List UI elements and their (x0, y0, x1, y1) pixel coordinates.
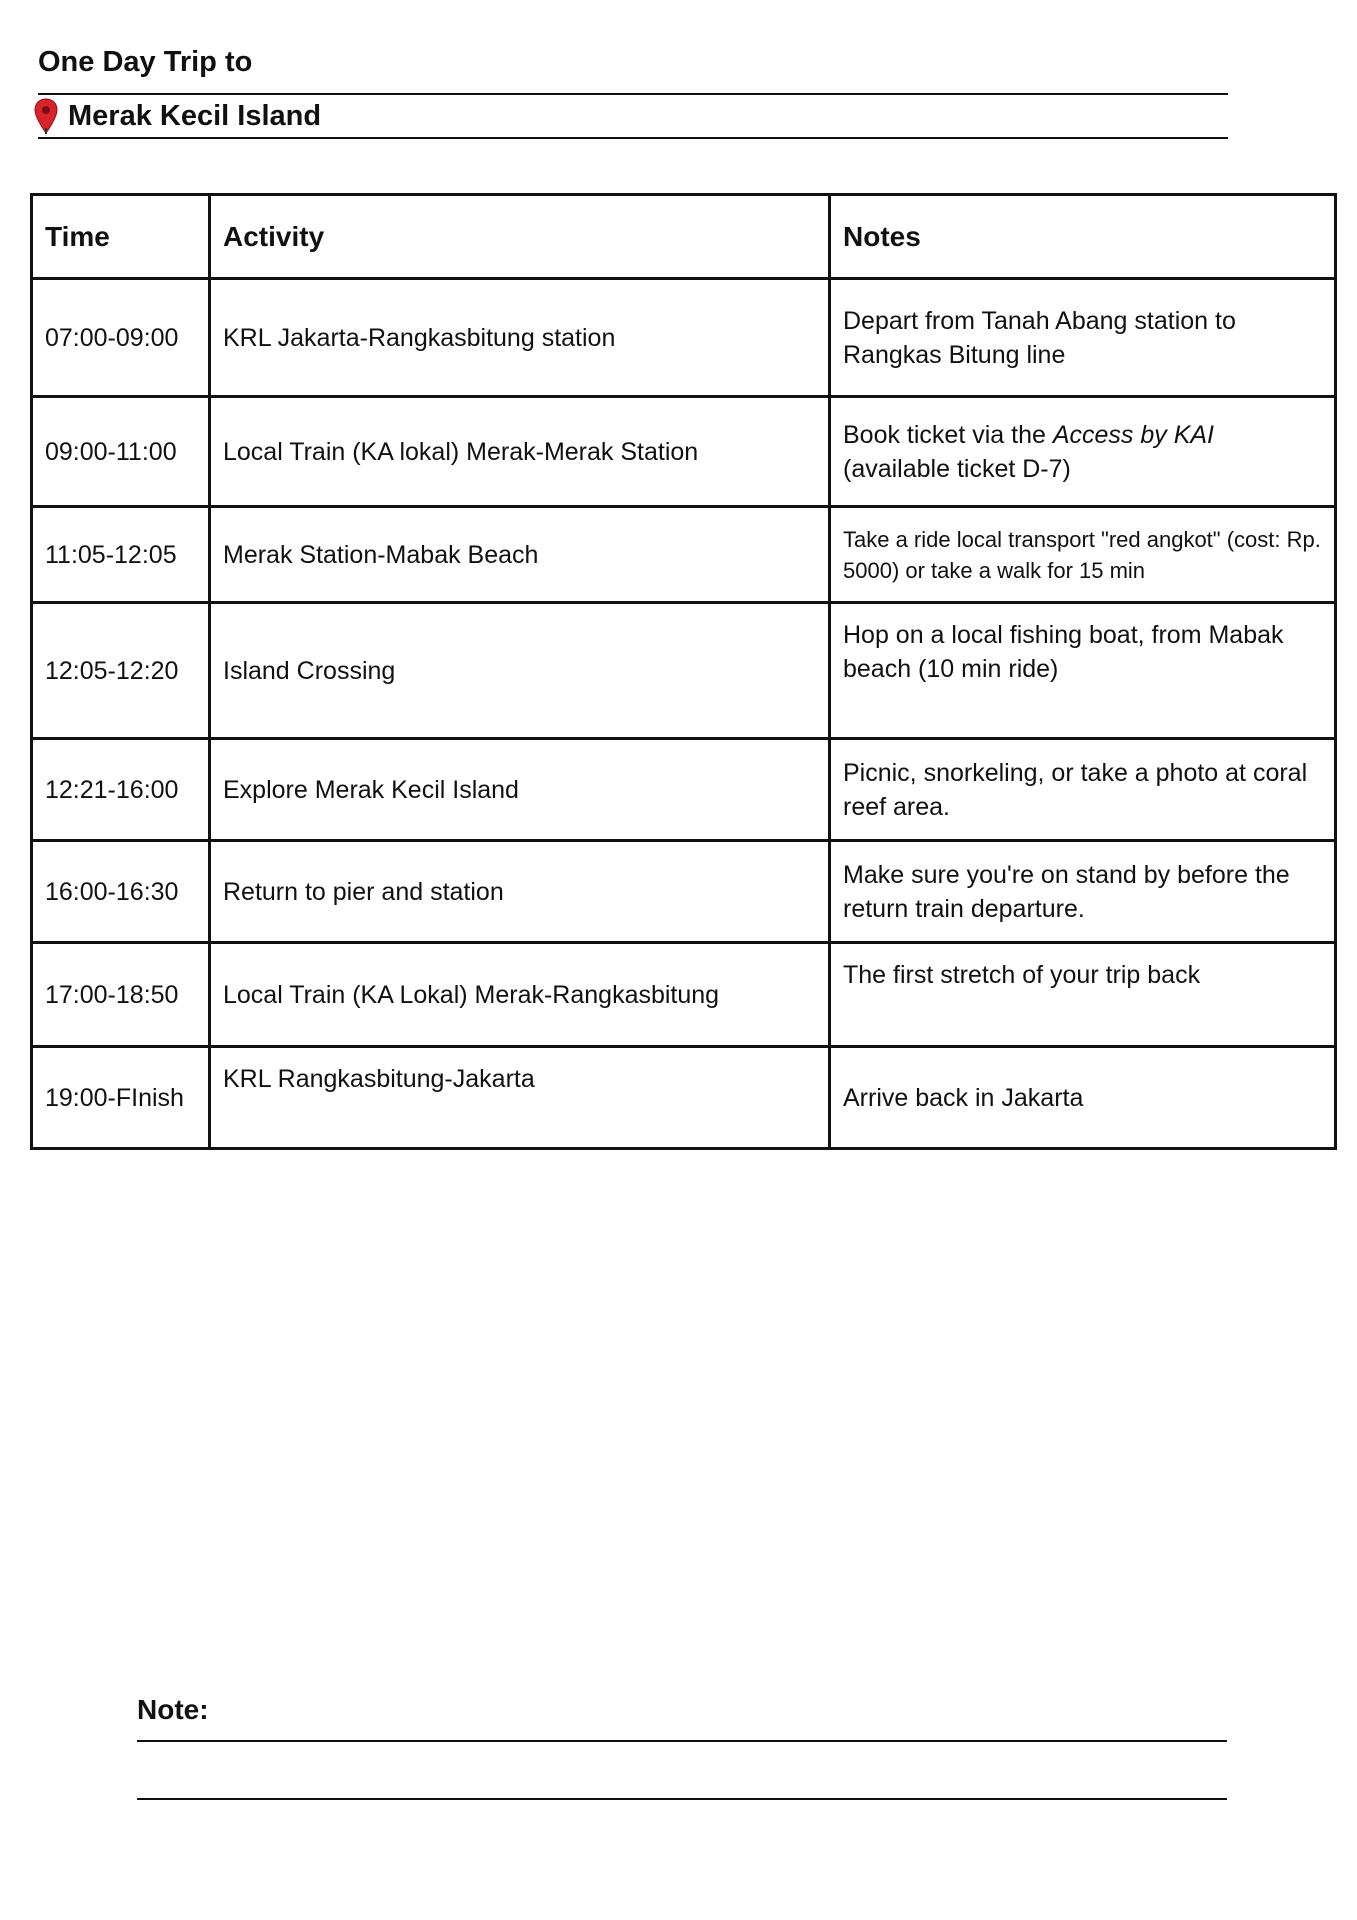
notes-cell: Take a ride local transport "red angkot" (cost: Rp. 5000) or take a walk for 15 min (830, 507, 1336, 603)
table-row (32, 943, 1336, 1047)
table-row (32, 507, 1336, 603)
app-name: Access by KAI (1052, 420, 1214, 449)
time-cell: 07:00-09:00 (32, 279, 210, 397)
notes-cell: Hop on a local fishing boat, from Mabak beach (10 min ride) (830, 603, 1336, 739)
itinerary-table (30, 193, 1337, 1150)
note-writing-line (137, 1742, 1227, 1800)
time-cell: 11:05-12:05 (32, 507, 210, 603)
time-cell: 12:21-16:00 (32, 739, 210, 841)
page-header (38, 40, 1228, 139)
activity-cell: Merak Station-Mabak Beach (210, 507, 830, 603)
activity-cell: Island Crossing (210, 603, 830, 739)
table-row (32, 1047, 1336, 1149)
location-pin-icon (34, 98, 58, 134)
destination-line (38, 95, 1228, 139)
notes-cell: The first stretch of your trip back (830, 943, 1336, 1047)
time-cell: 12:05-12:20 (32, 603, 210, 739)
time-cell: 17:00-18:50 (32, 943, 210, 1047)
table-row (32, 397, 1336, 507)
activity-cell: KRL Rangkasbitung-Jakarta (210, 1047, 830, 1149)
time-cell: 16:00-16:30 (32, 841, 210, 943)
table-row (32, 603, 1336, 739)
column-header-notes: Notes (830, 195, 1336, 279)
time-cell: 19:00-FInish (32, 1047, 210, 1149)
notes-cell: Picnic, snorkeling, or take a photo at coral reef area. (830, 739, 1336, 841)
table-row (32, 841, 1336, 943)
table-row (32, 279, 1336, 397)
notes-text: Book ticket via the (843, 420, 1053, 449)
column-header-activity: Activity (210, 195, 830, 279)
time-cell: 09:00-11:00 (32, 397, 210, 507)
destination-name: Merak Kecil Island (68, 100, 322, 132)
notes-cell: Depart from Tanah Abang station to Rangkas Bitung line (830, 279, 1336, 397)
title-line-1: One Day Trip to (38, 40, 1228, 95)
notes-cell: Make sure you're on stand by before the return train departure. (830, 841, 1336, 943)
activity-cell: Explore Merak Kecil Island (210, 739, 830, 841)
activity-cell: KRL Jakarta-Rangkasbitung station (210, 279, 830, 397)
notes-text: (available ticket D-7) (843, 454, 1071, 483)
note-section (137, 1690, 1227, 1800)
notes-cell: Arrive back in Jakarta (830, 1047, 1336, 1149)
note-label: Note: (137, 1690, 1227, 1742)
notes-cell (830, 397, 1336, 507)
column-header-time: Time (32, 195, 210, 279)
table-header-row (32, 195, 1336, 279)
activity-cell: Return to pier and station (210, 841, 830, 943)
table-row (32, 739, 1336, 841)
activity-cell: Local Train (KA lokal) Merak-Merak Station (210, 397, 830, 507)
activity-cell: Local Train (KA Lokal) Merak-Rangkasbitung (210, 943, 830, 1047)
